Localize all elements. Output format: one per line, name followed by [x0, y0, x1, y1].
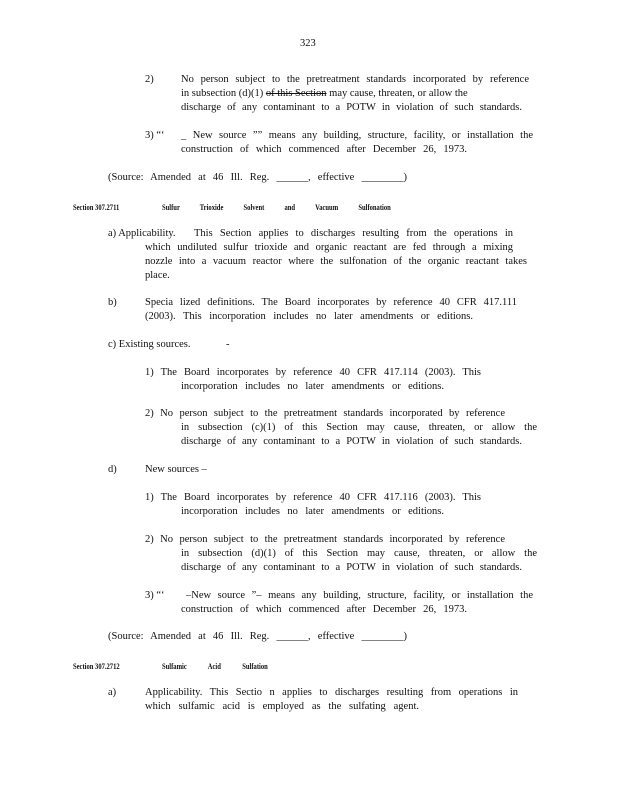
paragraph-line: which sulfamic acid is employed as the sulfating agent.: [145, 701, 419, 712]
paragraph-line: nozzle into a vacuum reactor where the sulfonation of the organic reactant takes: [145, 256, 527, 267]
paragraph-line: incorporation includes no later amendments or editions.: [181, 506, 444, 517]
item-label: b): [108, 297, 117, 308]
paragraph-line: Applicability. This Sectio n applies to discharges resulting from operations in: [145, 687, 518, 698]
paragraph-line: (2003). This incorporation includes no later amendments or editions.: [145, 311, 473, 322]
dash: -: [226, 339, 230, 350]
line-text: in subsection (d)(1): [181, 88, 264, 99]
source-note: (Source: Amended at 46 Ill. Reg. ______, effective ________): [108, 172, 407, 183]
item-label: a) Applicability.: [108, 228, 176, 239]
item-label: c) Existing sources.: [108, 339, 191, 350]
paragraph-line: in subsection (c)(1) of this Section may cause, threaten, or allow the: [181, 422, 537, 433]
paragraph-line: –New source ”– means any building, structure, facility, or installation the: [186, 590, 533, 601]
struck-text: of this Section: [265, 88, 327, 99]
source-note: (Source: Amended at 46 Ill. Reg. ______, effective ________): [108, 631, 407, 642]
paragraph-line: discharge of any contaminant to a POTW in violation of such standards.: [181, 436, 522, 447]
paragraph-line: Specia lized definitions. The Board incorporates by reference 40 CFR 417.111: [145, 297, 517, 308]
paragraph-line: place.: [145, 270, 170, 281]
paragraph-line: construction of which commenced after December 26, 1973.: [181, 604, 467, 615]
paragraph-line: 2) No person subject to the pretreatment standards incorporated by reference: [145, 408, 505, 419]
item-label: 3) “‘: [145, 590, 165, 601]
paragraph-line: which undiluted sulfur trioxide and organic reactant are fed through a mixing: [145, 242, 513, 253]
paragraph-line: 1) The Board incorporates by reference 40 CFR 417.116 (2003). This: [145, 492, 481, 503]
item-label: d): [108, 464, 117, 475]
paragraph-line: New sources –: [145, 464, 207, 475]
paragraph-line: discharge of any contaminant to a POTW in violation of such standards.: [181, 562, 522, 573]
paragraph-line: [181, 87, 536, 101]
paragraph-line: in subsection (d)(1) of this Section may cause, threaten, or allow the: [181, 548, 537, 559]
paragraph-line: _ New source ”” means any building, structure, facility, or installation the: [181, 130, 533, 141]
item-label: a): [108, 687, 117, 698]
section-title: Sulfur Trioxide Solvent and Vacuum Sulfonation: [162, 203, 391, 212]
paragraph-line: 1) The Board incorporates by reference 40 CFR 417.114 (2003). This: [145, 367, 481, 378]
line-text: may cause, threaten, or allow the: [329, 88, 468, 99]
section-number: Section 307.2712: [73, 662, 120, 671]
paragraph-line: discharge of any contaminant to a POTW in violation of such standards.: [181, 102, 522, 113]
paragraph-line: This Section applies to discharges resulting from the operations in: [194, 228, 513, 239]
section-number: Section 307.2711: [73, 203, 120, 212]
item-label: 3) “‘: [145, 130, 165, 141]
paragraph-line: construction of which commenced after December 26, 1973.: [181, 144, 467, 155]
section-title: Sulfamic Acid Sulfation: [162, 662, 268, 671]
item-label: 2): [145, 74, 154, 85]
paragraph-line: No person subject to the pretreatment standards incorporated by reference: [181, 74, 529, 85]
page-number: 323: [300, 38, 316, 49]
paragraph-line: 2) No person subject to the pretreatment standards incorporated by reference: [145, 534, 505, 545]
paragraph-line: incorporation includes no later amendments or editions.: [181, 381, 444, 392]
